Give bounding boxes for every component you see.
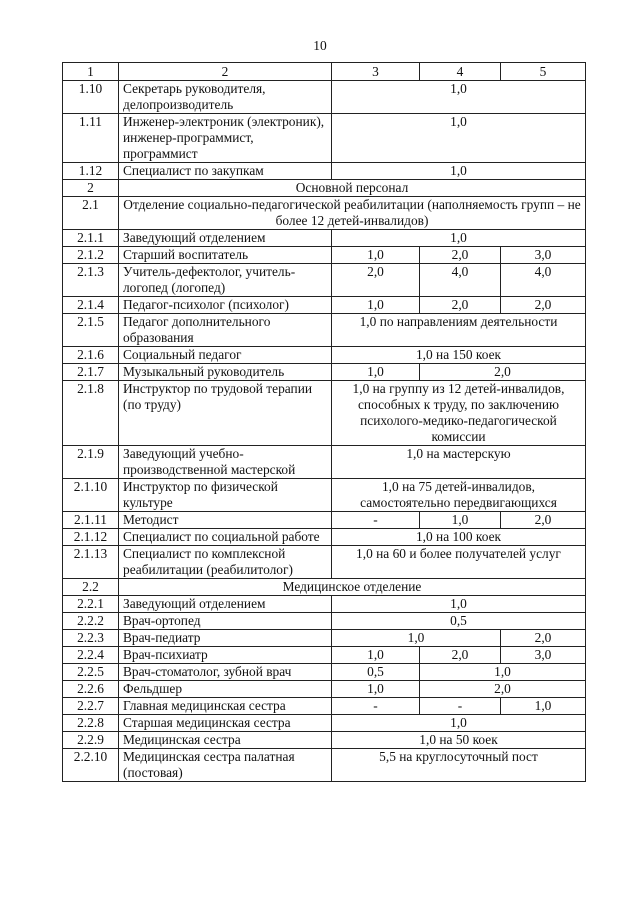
staff-norm-col-3: 1,0 (332, 681, 420, 698)
position-name: Специалист по комплексной реабилитации (реабилитолог) (119, 546, 332, 579)
position-name: Врач-стоматолог, зубной врач (119, 664, 332, 681)
section-title: Отделение социально-педагогической реабилитации (наполняемость групп – не более 12 детей-инвалидов) (119, 197, 586, 230)
section-row (63, 197, 586, 230)
row-number: 2.2 (63, 579, 119, 596)
table-row (63, 749, 586, 782)
position-name: Медицинская сестра (119, 732, 332, 749)
header-row (63, 63, 586, 81)
header-col-1: 1 (63, 63, 119, 81)
staff-norm-col-4-5: 1,0 (420, 664, 586, 681)
staff-norm-col-5: 3,0 (501, 647, 586, 664)
staff-norm-col-5: 2,0 (501, 630, 586, 647)
staff-norm: 1,0 (332, 114, 586, 163)
row-number: 2.1.11 (63, 512, 119, 529)
table-row (63, 681, 586, 698)
staff-norm-col-5: 2,0 (501, 297, 586, 314)
position-name: Заведующий отделением (119, 230, 332, 247)
table-row (63, 715, 586, 732)
position-name: Инструктор по физической культуре (119, 479, 332, 512)
row-number: 2.1.9 (63, 446, 119, 479)
table-row (63, 347, 586, 364)
position-name: Главная медицинская сестра (119, 698, 332, 715)
table-row (63, 264, 586, 297)
staff-norm-col-4: - (420, 698, 501, 715)
staff-norm-col-5: 4,0 (501, 264, 586, 297)
row-number: 1.12 (63, 163, 119, 180)
table-row (63, 546, 586, 579)
staff-norm-col-3: 1,0 (332, 297, 420, 314)
position-name: Секретарь руководителя, делопроизводитель (119, 81, 332, 114)
staff-norm-col-5: 2,0 (501, 512, 586, 529)
staff-norm: 0,5 (332, 613, 586, 630)
row-number: 2.2.10 (63, 749, 119, 782)
position-name: Педагог-психолог (психолог) (119, 297, 332, 314)
staff-norm: 1,0 (332, 715, 586, 732)
row-number: 2.1.5 (63, 314, 119, 347)
position-name: Музыкальный руководитель (119, 364, 332, 381)
staff-norm: 1,0 (332, 163, 586, 180)
staff-norm: 1,0 на 150 коек (332, 347, 586, 364)
position-name: Педагог дополнительного образования (119, 314, 332, 347)
position-name: Медицинская сестра палатная (постовая) (119, 749, 332, 782)
table-row (63, 613, 586, 630)
position-name: Старшая медицинская сестра (119, 715, 332, 732)
position-name: Инженер-электроник (электроник), инженер-программист, программист (119, 114, 332, 163)
section-row (63, 180, 586, 197)
position-name: Инструктор по трудовой терапии (по труду) (119, 381, 332, 446)
table-row (63, 314, 586, 347)
position-name: Методист (119, 512, 332, 529)
row-number: 2.2.3 (63, 630, 119, 647)
section-title: Основной персонал (119, 180, 586, 197)
staff-norm: 1,0 на 60 и более получателей услуг (332, 546, 586, 579)
staff-norm: 1,0 на 100 коек (332, 529, 586, 546)
row-number: 2.1.1 (63, 230, 119, 247)
header-col-2: 2 (119, 63, 332, 81)
table-row (63, 247, 586, 264)
table-row (63, 446, 586, 479)
position-name: Заведующий отделением (119, 596, 332, 613)
table-row (63, 163, 586, 180)
table-row (63, 664, 586, 681)
staff-norm-col-4: 2,0 (420, 647, 501, 664)
row-number: 2.1.7 (63, 364, 119, 381)
row-number: 2.1 (63, 197, 119, 230)
staff-norm-col-3: 1,0 (332, 247, 420, 264)
staff-norm: 1,0 на группу из 12 детей-инвалидов, способных к труду, по заключению психолого-медико-педагогической комиссии (332, 381, 586, 446)
row-number: 2.2.9 (63, 732, 119, 749)
row-number: 2 (63, 180, 119, 197)
row-number: 2.1.10 (63, 479, 119, 512)
page-number: 10 (313, 38, 327, 53)
staff-norm-col-3: 1,0 (332, 647, 420, 664)
row-number: 2.1.6 (63, 347, 119, 364)
staff-norm-col-5: 1,0 (501, 698, 586, 715)
row-number: 2.1.4 (63, 297, 119, 314)
staff-norm-col-4-5: 2,0 (420, 364, 586, 381)
table-row (63, 81, 586, 114)
table-row (63, 381, 586, 446)
staff-norm-col-4: 2,0 (420, 247, 501, 264)
position-name: Заведующий учебно-производственной мастерской (119, 446, 332, 479)
staff-norm-col-4: 4,0 (420, 264, 501, 297)
table-row (63, 529, 586, 546)
table-row (63, 512, 586, 529)
table-row (63, 698, 586, 715)
position-name: Врач-педиатр (119, 630, 332, 647)
position-name: Специалист по закупкам (119, 163, 332, 180)
staff-norm: 1,0 на мастерскую (332, 446, 586, 479)
header-col-4: 4 (420, 63, 501, 81)
header-col-3: 3 (332, 63, 420, 81)
table-row (63, 630, 586, 647)
staff-norm: 1,0 (332, 596, 586, 613)
staff-norm-col-4: 2,0 (420, 297, 501, 314)
section-title: Медицинское отделение (119, 579, 586, 596)
staff-norm: 1,0 по направлениям деятельности (332, 314, 586, 347)
position-name: Врач-психиатр (119, 647, 332, 664)
table-row (63, 297, 586, 314)
table-row (63, 114, 586, 163)
row-number: 2.2.7 (63, 698, 119, 715)
row-number: 2.2.8 (63, 715, 119, 732)
staff-norm: 1,0 (332, 81, 586, 114)
staff-norm-col-3-4: 1,0 (332, 630, 501, 647)
table-row (63, 647, 586, 664)
row-number: 2.2.1 (63, 596, 119, 613)
table-row (63, 732, 586, 749)
row-number: 2.2.4 (63, 647, 119, 664)
table-row (63, 596, 586, 613)
table-row (63, 230, 586, 247)
staff-norm-col-3: 0,5 (332, 664, 420, 681)
position-name: Специалист по социальной работе (119, 529, 332, 546)
row-number: 1.10 (63, 81, 119, 114)
staffing-table (62, 62, 586, 782)
row-number: 2.2.6 (63, 681, 119, 698)
position-name: Учитель-дефектолог, учитель-логопед (логопед) (119, 264, 332, 297)
position-name: Фельдшер (119, 681, 332, 698)
row-number: 2.1.2 (63, 247, 119, 264)
staff-norm-col-3: 1,0 (332, 364, 420, 381)
row-number: 2.1.13 (63, 546, 119, 579)
staff-norm-col-3: - (332, 512, 420, 529)
position-name: Старший воспитатель (119, 247, 332, 264)
section-row (63, 579, 586, 596)
row-number: 2.1.12 (63, 529, 119, 546)
staff-norm-col-3: 2,0 (332, 264, 420, 297)
staff-norm: 5,5 на круглосуточный пост (332, 749, 586, 782)
staff-norm-col-4: 1,0 (420, 512, 501, 529)
row-number: 2.1.3 (63, 264, 119, 297)
row-number: 2.2.2 (63, 613, 119, 630)
position-name: Социальный педагог (119, 347, 332, 364)
row-number: 1.11 (63, 114, 119, 163)
staff-norm: 1,0 (332, 230, 586, 247)
row-number: 2.1.8 (63, 381, 119, 446)
staff-norm-col-3: - (332, 698, 420, 715)
table-row (63, 479, 586, 512)
staffing-table-body (63, 63, 586, 782)
header-col-5: 5 (501, 63, 586, 81)
staff-norm-col-5: 3,0 (501, 247, 586, 264)
staff-norm-col-4-5: 2,0 (420, 681, 586, 698)
staff-norm: 1,0 на 50 коек (332, 732, 586, 749)
row-number: 2.2.5 (63, 664, 119, 681)
position-name: Врач-ортопед (119, 613, 332, 630)
table-row (63, 364, 586, 381)
staff-norm: 1,0 на 75 детей-инвалидов, самостоятельно передвигающихся (332, 479, 586, 512)
